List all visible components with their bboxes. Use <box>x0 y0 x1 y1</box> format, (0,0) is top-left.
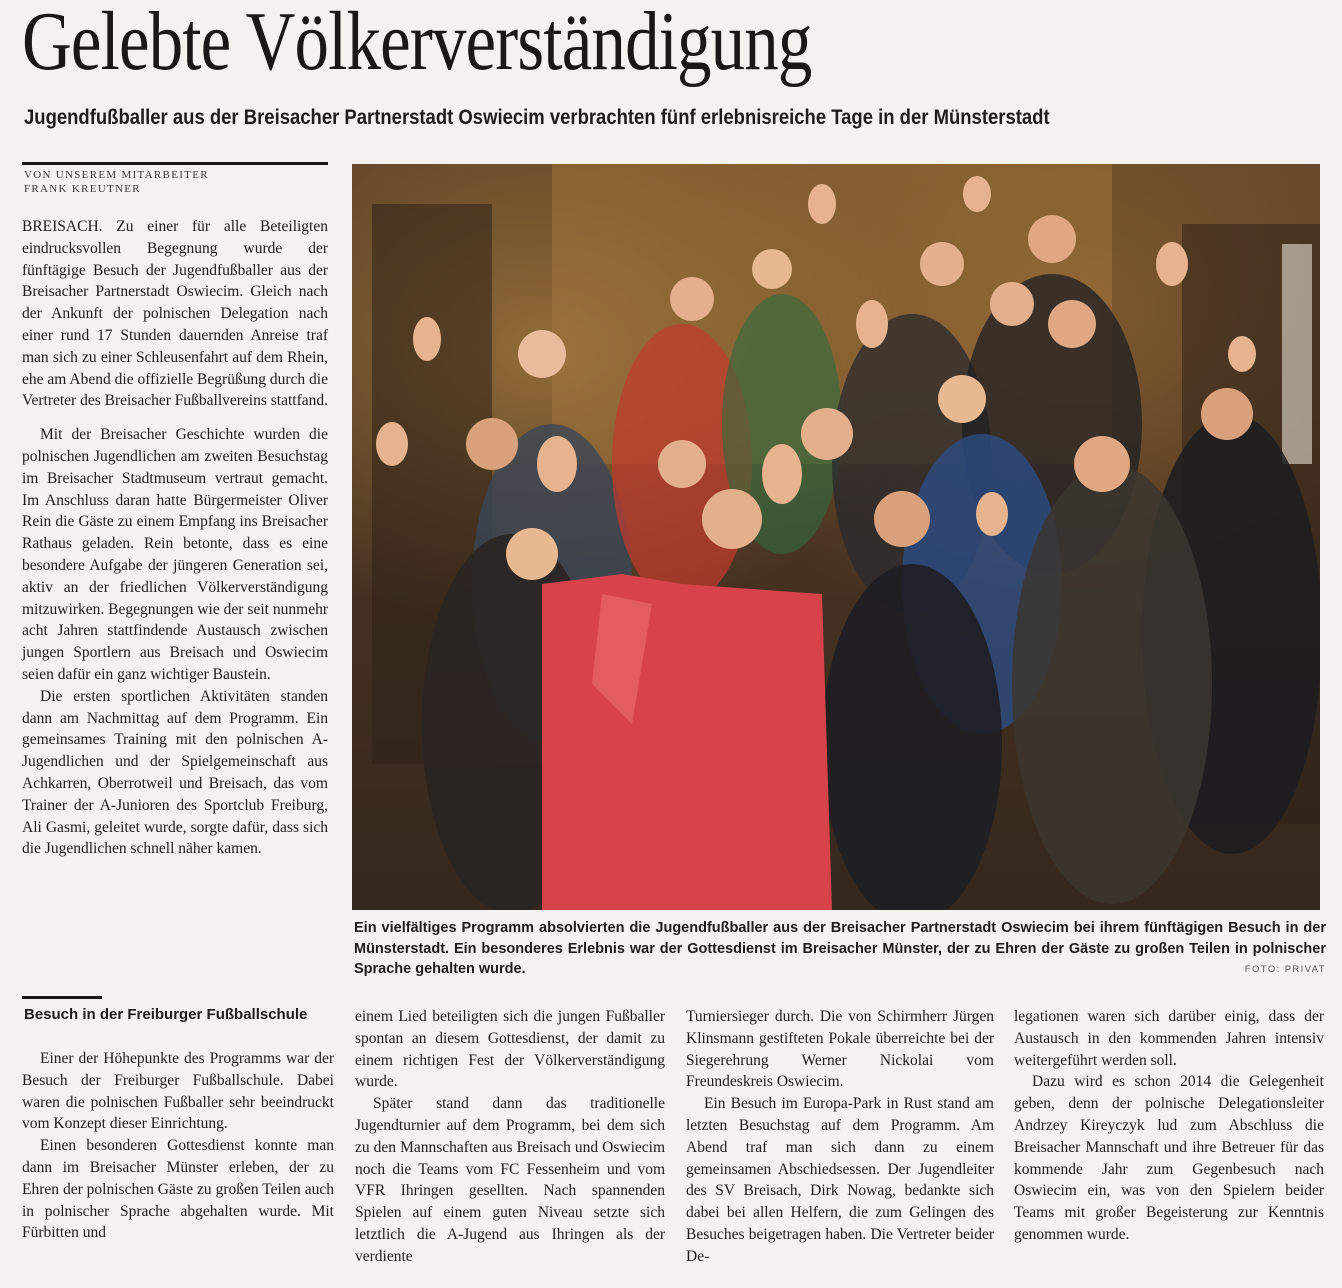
byline-label: VON UNSEREM MITARBEITER <box>24 169 209 181</box>
paragraph: Turniersieger durch. Die von Schirmherr Jürgen Klinsmann gestifteten Pokale überreichte bei der Siegerehrung Werner Nickolai vom Freundeskreis Oswiecim. <box>686 1008 994 1091</box>
paragraph: legationen waren sich darüber einig, dass der Austausch in den kommenden Jahren intensiv weitergeführt werden soll. <box>1014 1008 1324 1069</box>
group-photo-illustration <box>352 164 1320 910</box>
article-column-3 <box>686 1006 994 1268</box>
article-column-1 <box>22 216 328 860</box>
paragraph: Später stand dann das traditionelle Jugendturnier auf dem Programm, bei dem sich zu den Mannschaften aus Breisach und Oswiecim noch die Teams vom FC Fessenheim und vom VFR Ihringen gesellten. Nach spannenden Spielen auf einem guten Niveau setzte sich letztlich die A-Jugend aus Ihringen als der verdiente <box>355 1095 665 1265</box>
paragraph: Ein Besuch im Europa-Park in Rust stand am letzten Besuchstag auf dem Programm. Am Abend traf man sich dann zu einem gemeinsamen Abschiedsessen. Der Jugendleiter des SV Breisach, Dirk Nowag, bedankte sich dabei bei allen Helfern, die zum Gelingen des Besuches beigetragen haben. Die Vertreter beider De- <box>686 1095 994 1265</box>
section-rule <box>22 996 102 999</box>
article-column-2 <box>355 1006 665 1268</box>
group-photo <box>352 164 1320 910</box>
subheadline: Jugendfußballer aus der Breisacher Partnerstadt Oswiecim verbrachten fünf erlebnisreiche Tage in der Münsterstadt <box>24 106 1050 129</box>
byline-author: FRANK KREUTNER <box>24 183 141 195</box>
byline-rule <box>22 162 328 165</box>
paragraph: Einen besonderen Gottesdienst konnte man dann im Breisacher Münster erleben, der zu Ehren der polnischen Gäste zu großen Teilen auch in polnischer Sprache abgehalten wurde. Mit Fürbitten und <box>22 1137 334 1242</box>
photo-caption: Ein vielfältiges Programm absolvierten die Jugendfußballer aus der Breisacher Partnerstadt Oswiecim bei ihrem fünftägigen Besuch in der Münsterstadt. Ein besonderes Erlebnis war der Gottesdienst im Breisacher Münster, der zu Ehren der Gäste zu großen Teilen in polnischer Sprache gehalten wurde. <box>354 920 1326 977</box>
paragraph: BREISACH. Zu einer für alle Beteiligten eindrucksvollen Begegnung wurde der fünftägige Besuch der Jugendfußballer aus der Breisacher Partnerstadt Oswiecim. Gleich nach der Ankunft der polnischen Delegation nach einer rund 17 Stunden dauernden Anreise traf man sich zu einer Schleusenfahrt auf dem Rhein, ehe am Abend die offizielle Begrüßung durch die Vertreter des Breisacher Fußballvereins stattfand. <box>22 218 329 410</box>
paragraph: Einer der Höhepunkte des Programms war der Besuch der Freiburger Fußballschule. Dabei waren die polnischen Fußballer sehr beeindruckt vom Konzept dieser Einrichtung. <box>22 1050 334 1133</box>
byline <box>24 168 328 196</box>
headline: Gelebte Völkerverständigung <box>22 0 812 88</box>
paragraph: Dazu wird es schon 2014 die Gelegenheit geben, denn der polnische Delegationsleiter Andrzey Kireyczyk lud zum Abschluss die Breisacher Mannschaft und ihre Betreuer für das kommende Jahr zum Gegenbesuch nach Oswiecim ein, was von den Spielern beider Teams mit großer Begeisterung zur Kenntnis genommen wurde. <box>1014 1073 1324 1243</box>
section-heading: Besuch in der Freiburger Fußballschule <box>24 1006 308 1023</box>
article-column-4 <box>1014 1006 1324 1246</box>
paragraph: einem Lied beteiligten sich die jungen Fußballer spontan an diesem Gottesdienst, der damit zu einem richtigen Fest der Völkerverständigung wurde. <box>355 1008 665 1091</box>
paragraph: Die ersten sportlichen Aktivitäten standen dann am Nachmittag auf dem Programm. Ein gemeinsames Training mit den polnischen A-Jugendlichen und der Spielgemeinschaft aus Achkarren, Oberrotweil und Breisach, das vom Trainer der A-Junioren des Sportclub Freiburg, Ali Gasmi, geleitet wurde, sorgte dafür, dass sich die Jugendlichen schnell näher kamen. <box>22 687 328 858</box>
paragraph: Mit der Breisacher Geschichte wurden die polnischen Jugendlichen am zweiten Besuchstag im Breisacher Stadtmuseum vertraut gemacht. Im Anschluss daran hatte Bürgermeister Oliver Rein die Gäste zu einem Empfang ins Breisacher Rathaus geladen. Rein betonte, dass es eine besondere Aufgabe der jüngeren Generation sei, aktiv an der friedlichen Völkerverständigung mitzuwirken. Begegnungen wie der seit nunmehr acht Jahren stattfindende Austausch zwischen jungen Sportlern aus Breisach und Oswiecim seien dafür ein ganz wichtiger Baustein. <box>22 426 328 683</box>
photo-credit: FOTO: PRIVAT <box>1244 964 1326 975</box>
article-column-1-continued <box>22 1048 334 1244</box>
